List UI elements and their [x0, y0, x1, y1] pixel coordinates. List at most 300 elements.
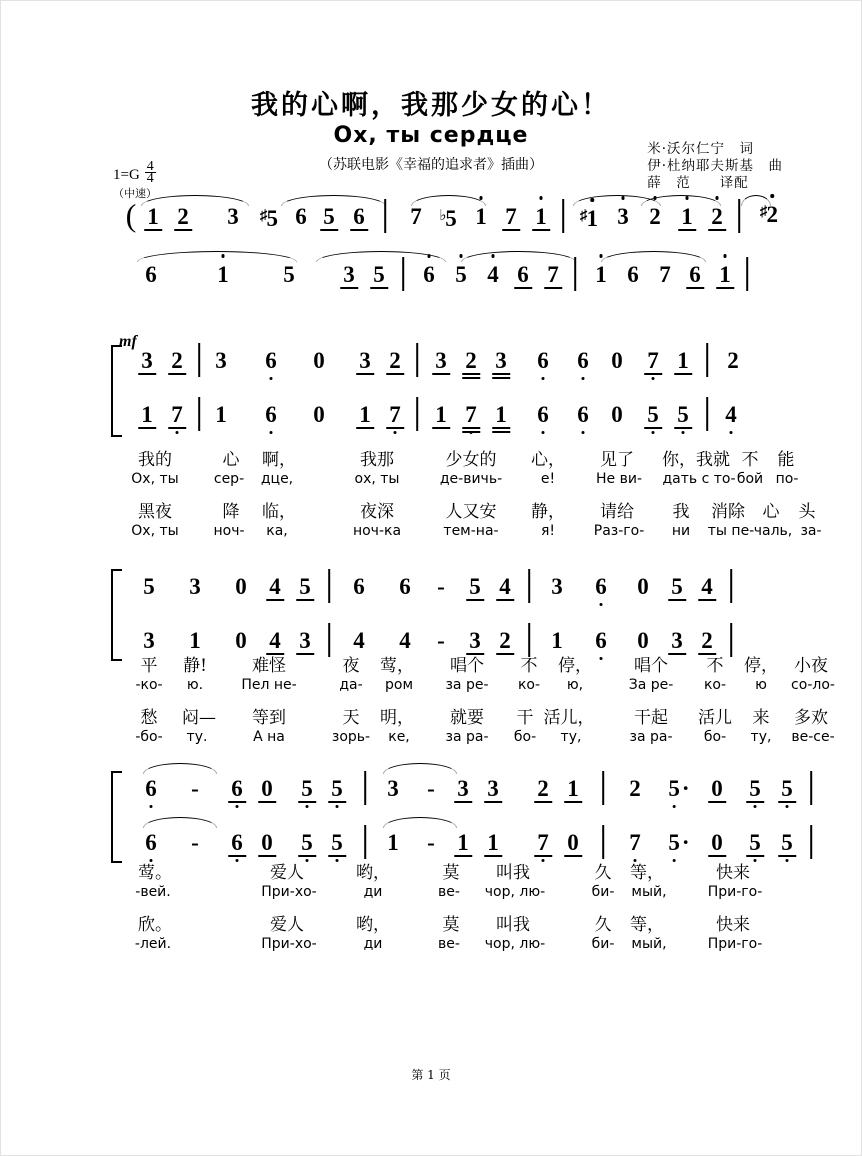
note: [781, 777, 793, 800]
lyric-syllable: 爱人: [270, 915, 304, 935]
note-extender: [191, 831, 199, 854]
note: [145, 831, 157, 854]
note-digit: 1: [587, 206, 599, 231]
note-digit: 5: [781, 776, 793, 801]
note: [677, 403, 689, 426]
lyric-syllable: 我的: [138, 450, 172, 470]
lyric-syllable: ох, ты: [354, 471, 400, 487]
note-digit: 1: [387, 830, 399, 855]
note-digit: 6: [423, 262, 435, 287]
note: [217, 263, 229, 286]
note-digit: 1: [189, 628, 201, 653]
note: [537, 403, 549, 426]
note-digit: 6: [399, 574, 411, 599]
note-digit: 0: [711, 830, 723, 855]
lyric-line-ru-1: [111, 675, 835, 701]
slur: [741, 195, 771, 206]
note: [647, 403, 659, 426]
octave-dot-down: [672, 805, 676, 809]
lyric-syllable: 见了: [600, 450, 634, 470]
lyric-syllable: ты пе-: [707, 523, 755, 539]
note: [629, 831, 641, 854]
barline: [810, 825, 812, 859]
note-digit: 3: [141, 348, 153, 373]
note-digit: 6: [145, 830, 157, 855]
note: [567, 777, 579, 800]
lyric-syllable: 来: [752, 708, 770, 728]
lyric-syllable: При-го-: [707, 884, 763, 900]
credit-translator: 薛 范 译配: [647, 175, 749, 191]
note-digit: 2: [629, 776, 641, 801]
note-digit: 6: [689, 262, 701, 287]
note-digit: 3: [227, 204, 239, 229]
lyric-syllable: 不: [741, 450, 759, 470]
note-digit: 5: [301, 830, 313, 855]
octave-dot-down: [235, 805, 239, 809]
system-3: [1, 769, 862, 865]
lyric-syllable: 夜: [342, 656, 360, 676]
note: [668, 831, 689, 854]
flat-icon: ♭: [439, 208, 447, 224]
note-digit: 3: [617, 204, 629, 229]
note-digit: 7: [410, 204, 422, 229]
note-digit: 7: [647, 348, 659, 373]
lyric-syllable: я!: [540, 523, 556, 539]
note-digit: 2: [499, 628, 511, 653]
note-digit: 7: [659, 262, 671, 287]
note-digit: 5: [469, 574, 481, 599]
note-digit: 5: [301, 776, 313, 801]
lyric-syllable: 唱个: [634, 656, 668, 676]
octave-dot-down: [305, 805, 309, 809]
note: [387, 831, 399, 854]
note: [141, 403, 153, 426]
note: [495, 403, 507, 426]
note-digit: -: [191, 830, 199, 855]
note-digit: 3: [435, 348, 447, 373]
note-digit: 7: [629, 830, 641, 855]
slur: [383, 763, 457, 774]
lyric-syllable: ту,: [750, 729, 772, 745]
note-digit: 1: [141, 402, 153, 427]
note-digit: 2: [171, 348, 183, 373]
note-digit: 0: [313, 402, 325, 427]
lyric-syllable: 不: [706, 656, 724, 676]
octave-dot-down: [393, 431, 397, 435]
note-digit: 3: [457, 776, 469, 801]
lyric-syllable: 叫我: [496, 915, 530, 935]
lyric-syllable: сер-: [213, 471, 245, 487]
lyric-syllable: чор, лю-: [484, 884, 546, 900]
lyric-syllable: ка,: [266, 523, 288, 539]
slur: [143, 817, 217, 828]
lyric-syllable: 叫我: [496, 863, 530, 883]
tempo-marking: （中速）: [113, 188, 157, 200]
lyric-syllable: ю.: [186, 677, 204, 693]
system-2-lyrics: [1, 649, 862, 753]
octave-dot-down: [681, 431, 685, 435]
lyric-syllable: 临，: [262, 502, 296, 522]
note: [457, 831, 469, 854]
lyric-syllable: да-: [339, 677, 363, 693]
lyric-syllable: А на: [253, 729, 285, 745]
meter-numerator: 4: [146, 159, 154, 174]
note: [343, 263, 355, 286]
lyric-syllable: 就要: [450, 708, 484, 728]
note-digit: 6: [517, 262, 529, 287]
lyric-syllable: ром: [384, 677, 414, 693]
barline: [602, 771, 604, 805]
note-digit: 6: [577, 348, 589, 373]
lyric-syllable: дце,: [260, 471, 294, 487]
octave-dot-up: [723, 254, 727, 258]
note-digit: 1: [595, 262, 607, 287]
note-digit: 2: [767, 202, 779, 227]
system-1-tail: [1, 341, 862, 383]
note-digit: 6: [145, 262, 157, 287]
subtitle: （苏联电影《幸福的追求者》插曲）: [319, 157, 543, 173]
note-digit: 1: [535, 204, 547, 229]
augmentation-dot: ·: [681, 776, 690, 801]
note-digit: 5: [266, 206, 278, 231]
lyric-syllable: 能: [777, 450, 795, 470]
slur: [143, 763, 217, 774]
note-digit: 0: [611, 402, 623, 427]
note-digit: 3: [671, 628, 683, 653]
note-digit: 2: [537, 776, 549, 801]
lyric-syllable: ни: [671, 523, 691, 539]
lyric-syllable: 我那: [360, 450, 394, 470]
lyric-syllable: де-вичь-: [439, 471, 503, 487]
note: [331, 777, 343, 800]
octave-dot-down: [175, 431, 179, 435]
note-digit: 3: [495, 348, 507, 373]
lyric-syllable: по-: [775, 471, 799, 487]
system-3-lyrics: [1, 856, 862, 960]
note: [567, 831, 579, 854]
lyric-line-cn-1: [111, 856, 773, 882]
note-digit: 1: [359, 402, 371, 427]
barline: [810, 771, 812, 805]
note-digit: 1: [567, 776, 579, 801]
lyric-syllable: 黑夜: [138, 502, 172, 522]
lyric-syllable: дать с то-: [662, 471, 736, 487]
note: [455, 263, 467, 286]
lyric-syllable: 静，: [531, 502, 565, 522]
note-digit: 3: [215, 348, 227, 373]
lyric-syllable: 爱人: [270, 863, 304, 883]
note-digit: 1: [719, 262, 731, 287]
note: [465, 403, 477, 426]
lyric-syllable: 静!: [183, 656, 207, 676]
lyric-syllable: ве-: [438, 936, 460, 952]
lyric-syllable: 干: [516, 708, 534, 728]
lyric-syllable: бой: [736, 471, 764, 487]
note: [331, 831, 343, 854]
note-digit: 7: [465, 402, 477, 427]
note-digit: -: [437, 628, 445, 653]
lyric-syllable: за-: [800, 523, 822, 539]
note: [711, 831, 723, 854]
lyric-syllable: ко-: [517, 677, 541, 693]
note-digit: 6: [265, 348, 277, 373]
lyric-syllable: 降: [222, 502, 240, 522]
note-digit: 7: [537, 830, 549, 855]
key-signature: [113, 161, 157, 201]
note-digit: 1: [475, 204, 487, 229]
lyric-syllable: ноч-ка: [352, 523, 402, 539]
lyric-syllable: За ре-: [628, 677, 674, 693]
note-digit: 5: [331, 776, 343, 801]
lyric-syllable: 快来: [716, 915, 750, 935]
note: [668, 777, 689, 800]
system-2-tail: [1, 567, 862, 609]
page-number: 第 1 页: [411, 1068, 451, 1082]
note-digit: 4: [269, 628, 281, 653]
note-digit: 3: [143, 628, 155, 653]
note: [487, 831, 499, 854]
note: [231, 777, 243, 800]
lyric-syllable: 快来: [716, 863, 750, 883]
note-digit: 4: [269, 574, 281, 599]
note-digit: 4: [499, 574, 511, 599]
lyric-syllable: 唱个: [450, 656, 484, 676]
note-digit: 1: [487, 830, 499, 855]
lyric-syllable: 头: [798, 502, 816, 522]
note: [517, 263, 529, 286]
sharp-icon: ♯: [760, 204, 768, 220]
note-digit: 4: [725, 402, 737, 427]
note: [423, 263, 435, 286]
note: [171, 403, 183, 426]
credit-lyricist: 米·沃尔仁宁 词: [647, 141, 754, 157]
octave-dot-down: [335, 805, 339, 809]
note-digit: 7: [171, 402, 183, 427]
intro-staff-line-2: [1, 255, 862, 297]
lyric-syllable: ту,: [560, 729, 582, 745]
note-digit: 7: [505, 204, 517, 229]
sharp-icon: ♯: [260, 208, 268, 224]
note-digit: 6: [353, 204, 365, 229]
lyric-syllable: 心，: [531, 450, 565, 470]
page-title: 我的心啊，我那少女的心！: [251, 90, 611, 121]
lyric-syllable: Ох, ты: [131, 471, 179, 487]
note: [629, 777, 641, 800]
note: [145, 263, 157, 286]
lyric-syllable: ту.: [186, 729, 208, 745]
lyric-syllable: 心: [222, 450, 240, 470]
lyric-syllable: 我: [672, 502, 690, 522]
lyric-line-cn-1: [111, 443, 795, 470]
octave-dot-up: [491, 254, 495, 258]
lyric-line-cn-2: [111, 701, 828, 728]
note-digit: 6: [265, 402, 277, 427]
note-digit: 0: [637, 574, 649, 599]
lyric-syllable: 多欢: [794, 708, 828, 728]
lyric-syllable: -ко-: [135, 677, 163, 693]
note-digit: 6: [231, 776, 243, 801]
lyric-syllable: ке,: [388, 729, 410, 745]
barline: [602, 825, 604, 859]
lyric-syllable: мый,: [631, 884, 667, 900]
note-digit: 6: [295, 204, 307, 229]
note-digit: 2: [389, 348, 401, 373]
note-digit: 1: [551, 628, 563, 653]
augmentation-dot: ·: [681, 830, 690, 855]
lyric-line-ru-2: [111, 934, 773, 960]
lyric-syllable: бо-: [703, 729, 727, 745]
lyric-syllable: 莫: [442, 915, 460, 935]
lyric-syllable: При-хо-: [261, 936, 317, 952]
note-digit: 3: [189, 574, 201, 599]
note: [711, 777, 723, 800]
lyric-syllable: чаль,: [753, 523, 793, 539]
note-digit: 3: [343, 262, 355, 287]
lyric-syllable: 少女的: [445, 450, 497, 470]
lyric-syllable: ве-: [438, 884, 460, 900]
lyric-syllable: 停，: [558, 656, 592, 676]
note: [301, 777, 313, 800]
note: [231, 831, 243, 854]
lyric-syllable: -вей.: [135, 884, 171, 900]
time-signature: [145, 161, 156, 184]
lyric-syllable: -лей.: [134, 936, 172, 952]
dynamic-mf: mf: [119, 333, 137, 350]
sharp-icon: ♯: [580, 208, 588, 224]
note-digit: 0: [261, 830, 273, 855]
barline: [364, 825, 366, 859]
note-digit: 6: [595, 574, 607, 599]
note: [373, 263, 385, 286]
note-digit: -: [427, 830, 435, 855]
note: [547, 263, 559, 286]
note-digit: 5: [677, 402, 689, 427]
octave-dot-down: [149, 805, 153, 809]
note-digit: 0: [611, 348, 623, 373]
lyric-syllable: 哟，: [356, 915, 390, 935]
note-digit: 5: [373, 262, 385, 287]
octave-dot-down: [785, 805, 789, 809]
note-extender: [427, 777, 435, 800]
note: [145, 777, 157, 800]
barline: [416, 397, 418, 431]
note-digit: 0: [261, 776, 273, 801]
lyric-syllable: 久: [594, 863, 612, 883]
intro-line2-row: [111, 255, 773, 297]
barline: [574, 257, 576, 291]
note-digit: 5: [671, 574, 683, 599]
lyric-syllable: 哟，: [356, 863, 390, 883]
lyric-syllable: Раз-го-: [593, 523, 645, 539]
lyric-syllable: 啊，: [262, 450, 296, 470]
note-digit: 2: [649, 204, 661, 229]
lyric-syllable: 等到: [252, 708, 286, 728]
note-digit: 2: [177, 204, 189, 229]
note-digit: 2: [727, 348, 739, 373]
intro-open-paren: (: [125, 197, 137, 233]
lyric-syllable: мый,: [631, 936, 667, 952]
note: [659, 263, 671, 286]
lyric-line-ru-2: [111, 521, 822, 547]
note-digit: 1: [217, 262, 229, 287]
lyric-syllable: чор, лю-: [484, 936, 546, 952]
note-digit: 5: [749, 776, 761, 801]
note-digit: 0: [637, 628, 649, 653]
note-digit: 4: [353, 628, 365, 653]
note-digit: 6: [231, 830, 243, 855]
lyric-syllable: со-ло-: [791, 677, 835, 693]
note-digit: 5: [143, 574, 155, 599]
note-digit: 0: [235, 628, 247, 653]
lyric-syllable: бо-: [513, 729, 537, 745]
note-digit: 6: [353, 574, 365, 599]
note-digit: 5: [283, 262, 295, 287]
lyric-syllable: 等，: [630, 915, 664, 935]
note-digit: -: [427, 776, 435, 801]
note-extender: [191, 777, 199, 800]
credit-composer: 伊·杜纳耶夫斯基 曲: [647, 158, 783, 174]
note-digit: 7: [389, 402, 401, 427]
lyric-syllable: 干起: [634, 708, 668, 728]
note-digit: 1: [677, 348, 689, 373]
octave-dot-down: [753, 805, 757, 809]
key-label: 1=G: [113, 167, 140, 183]
system-1-lyrics: [1, 443, 862, 547]
note-digit: 6: [595, 628, 607, 653]
note-digit: 0: [235, 574, 247, 599]
octave-dot-down: [651, 431, 655, 435]
lyric-line-cn-2: [111, 495, 816, 522]
note: [627, 263, 639, 286]
lyric-syllable: е!: [540, 471, 556, 487]
lyric-syllable: 活儿: [698, 708, 732, 728]
lyric-syllable: за ре-: [445, 677, 489, 693]
note-digit: 5: [445, 206, 457, 231]
note: [261, 777, 273, 800]
note-digit: 5: [647, 402, 659, 427]
system-1-tail-melody: [111, 341, 773, 383]
octave-dot-up: [221, 254, 225, 258]
note-digit: 7: [547, 262, 559, 287]
lyric-syllable: ю,: [566, 677, 584, 693]
barline: [706, 397, 708, 431]
note-digit: 2: [465, 348, 477, 373]
note-digit: 0: [313, 348, 325, 373]
lyric-syllable: би-: [591, 884, 615, 900]
system-1-harmony: [111, 395, 773, 437]
lyric-syllable: 小夜: [794, 656, 828, 676]
lyric-syllable: 消除: [711, 502, 745, 522]
lyric-syllable: 停，: [744, 656, 778, 676]
note-digit: 3: [487, 776, 499, 801]
note-digit: 5: [781, 830, 793, 855]
lyric-syllable: Ох, ты: [131, 523, 179, 539]
note: [261, 831, 273, 854]
note-digit: 3: [299, 628, 311, 653]
intro-line1-part2-row: [111, 197, 773, 239]
octave-dot-down: [469, 431, 473, 435]
note: [389, 403, 401, 426]
note-digit: 6: [627, 262, 639, 287]
note-digit: 4: [487, 262, 499, 287]
lyric-syllable: ко-: [703, 677, 727, 693]
lyric-syllable: ди: [363, 884, 383, 900]
system-3-melody: [111, 769, 793, 811]
note: [727, 349, 739, 372]
note: [265, 403, 277, 426]
note: [387, 777, 399, 800]
lyric-line-ru-1: [111, 882, 773, 908]
